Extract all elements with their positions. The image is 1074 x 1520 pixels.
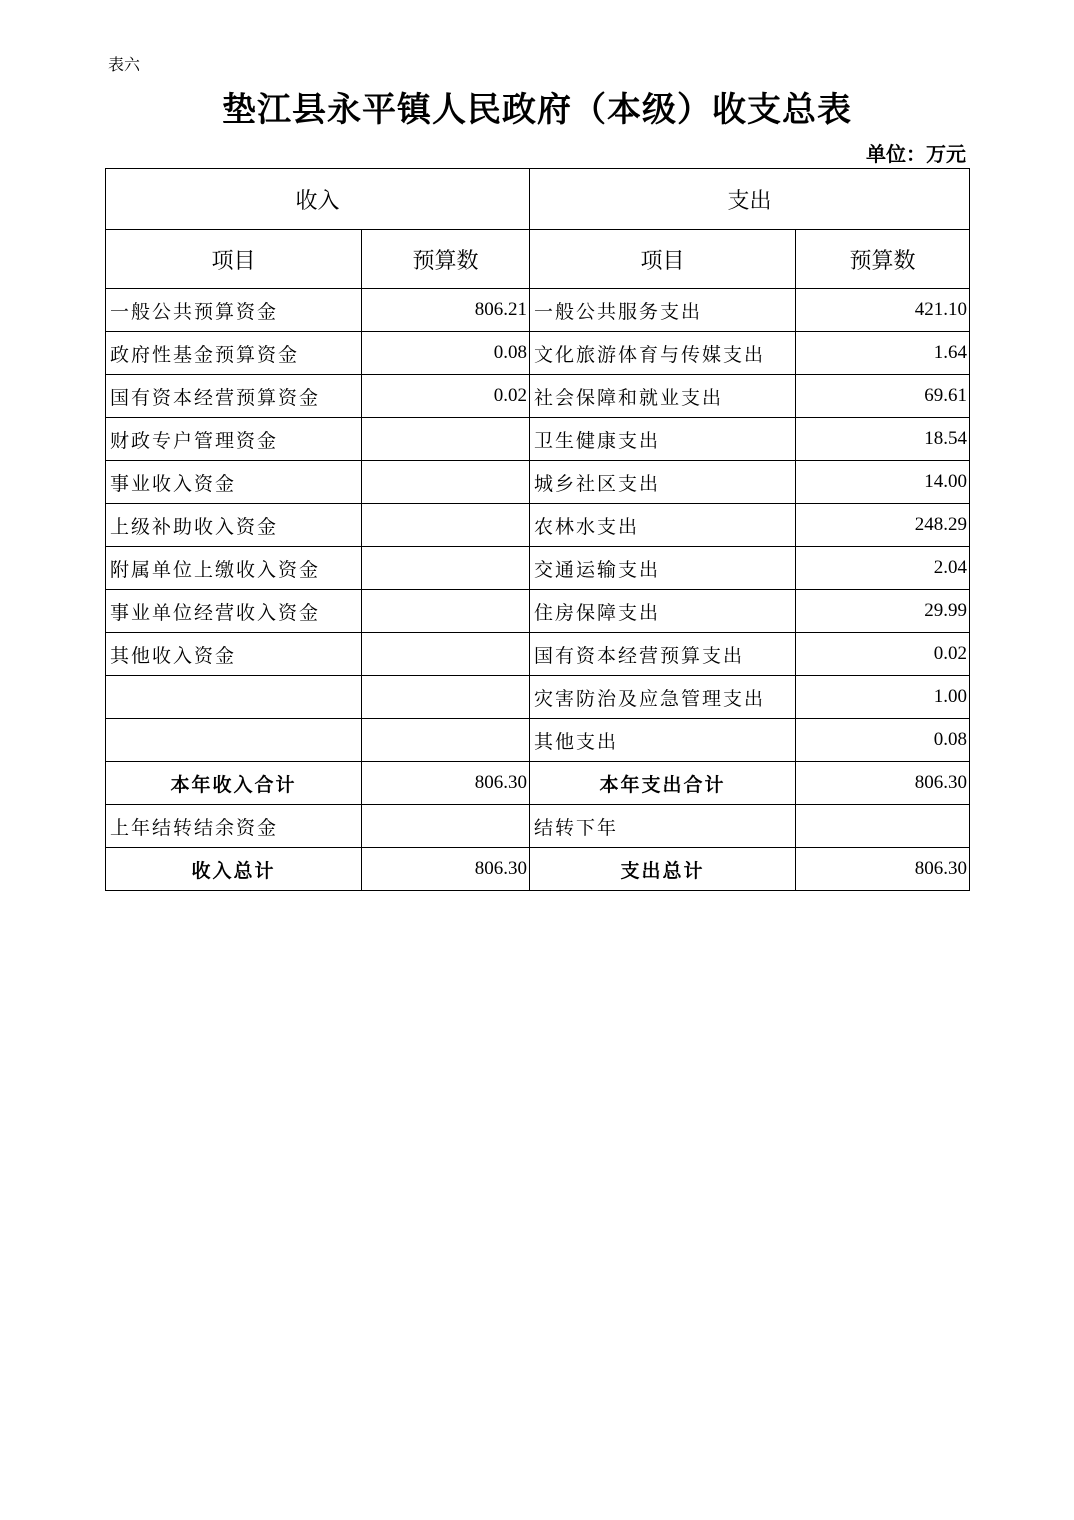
income-subtotal-label: 本年收入合计 bbox=[106, 762, 362, 805]
income-total-label: 收入总计 bbox=[106, 848, 362, 891]
income-item-cell bbox=[106, 676, 362, 719]
table-row bbox=[106, 418, 970, 461]
expense-budget-header: 预算数 bbox=[796, 230, 970, 289]
total-row bbox=[106, 848, 970, 891]
table-row bbox=[106, 633, 970, 676]
table-row bbox=[106, 289, 970, 332]
expense-value-cell: 2.04 bbox=[796, 547, 970, 590]
income-value-cell bbox=[362, 418, 530, 461]
income-subtotal-value: 806.30 bbox=[362, 762, 530, 805]
subtotal-row bbox=[106, 762, 970, 805]
income-carry-label: 上年结转结余资金 bbox=[106, 805, 362, 848]
expense-value-cell: 1.64 bbox=[796, 332, 970, 375]
budget-table bbox=[105, 168, 970, 891]
income-item-cell: 财政专户管理资金 bbox=[106, 418, 362, 461]
income-value-cell: 806.21 bbox=[362, 289, 530, 332]
income-value-cell: 0.08 bbox=[362, 332, 530, 375]
income-carry-value bbox=[362, 805, 530, 848]
income-value-cell bbox=[362, 676, 530, 719]
expense-value-cell: 421.10 bbox=[796, 289, 970, 332]
section-header-row bbox=[106, 169, 970, 230]
expense-item-cell: 城乡社区支出 bbox=[530, 461, 796, 504]
expense-value-cell: 248.29 bbox=[796, 504, 970, 547]
unit-label: 单位：万元 bbox=[866, 142, 966, 166]
income-value-cell bbox=[362, 590, 530, 633]
table-row bbox=[106, 676, 970, 719]
table-row bbox=[106, 547, 970, 590]
expense-value-cell: 0.08 bbox=[796, 719, 970, 762]
expense-value-cell: 1.00 bbox=[796, 676, 970, 719]
expense-value-cell: 29.99 bbox=[796, 590, 970, 633]
expense-item-cell: 文化旅游体育与传媒支出 bbox=[530, 332, 796, 375]
expense-subtotal-label: 本年支出合计 bbox=[530, 762, 796, 805]
column-header-row bbox=[106, 230, 970, 289]
income-section-header: 收入 bbox=[106, 169, 530, 230]
table-row bbox=[106, 461, 970, 504]
income-item-cell: 附属单位上缴收入资金 bbox=[106, 547, 362, 590]
expense-item-header: 项目 bbox=[530, 230, 796, 289]
income-item-header: 项目 bbox=[106, 230, 362, 289]
income-item-cell bbox=[106, 719, 362, 762]
expense-item-cell: 一般公共服务支出 bbox=[530, 289, 796, 332]
expense-item-cell: 其他支出 bbox=[530, 719, 796, 762]
income-item-cell: 事业收入资金 bbox=[106, 461, 362, 504]
income-value-cell bbox=[362, 547, 530, 590]
table-row bbox=[106, 504, 970, 547]
expense-item-cell: 灾害防治及应急管理支出 bbox=[530, 676, 796, 719]
table-row bbox=[106, 590, 970, 633]
table-row bbox=[106, 719, 970, 762]
expense-item-cell: 国有资本经营预算支出 bbox=[530, 633, 796, 676]
income-item-cell: 上级补助收入资金 bbox=[106, 504, 362, 547]
table-number: 表六 bbox=[108, 55, 141, 74]
expense-section-header: 支出 bbox=[530, 169, 970, 230]
expense-value-cell: 69.61 bbox=[796, 375, 970, 418]
expense-item-cell: 住房保障支出 bbox=[530, 590, 796, 633]
income-value-cell bbox=[362, 633, 530, 676]
expense-subtotal-value: 806.30 bbox=[796, 762, 970, 805]
expense-item-cell: 社会保障和就业支出 bbox=[530, 375, 796, 418]
table-row bbox=[106, 375, 970, 418]
expense-item-cell: 农林水支出 bbox=[530, 504, 796, 547]
income-total-value: 806.30 bbox=[362, 848, 530, 891]
page-title: 垫江县永平镇人民政府（本级）收支总表 bbox=[222, 90, 852, 130]
income-value-cell: 0.02 bbox=[362, 375, 530, 418]
expense-value-cell: 18.54 bbox=[796, 418, 970, 461]
income-value-cell bbox=[362, 504, 530, 547]
income-budget-header: 预算数 bbox=[362, 230, 530, 289]
income-value-cell bbox=[362, 461, 530, 504]
expense-carry-label: 结转下年 bbox=[530, 805, 796, 848]
carryover-row bbox=[106, 805, 970, 848]
expense-carry-value bbox=[796, 805, 970, 848]
income-value-cell bbox=[362, 719, 530, 762]
expense-total-label: 支出总计 bbox=[530, 848, 796, 891]
expense-total-value: 806.30 bbox=[796, 848, 970, 891]
expense-value-cell: 0.02 bbox=[796, 633, 970, 676]
expense-value-cell: 14.00 bbox=[796, 461, 970, 504]
income-item-cell: 国有资本经营预算资金 bbox=[106, 375, 362, 418]
income-item-cell: 事业单位经营收入资金 bbox=[106, 590, 362, 633]
expense-item-cell: 卫生健康支出 bbox=[530, 418, 796, 461]
income-item-cell: 其他收入资金 bbox=[106, 633, 362, 676]
income-item-cell: 政府性基金预算资金 bbox=[106, 332, 362, 375]
expense-item-cell: 交通运输支出 bbox=[530, 547, 796, 590]
income-item-cell: 一般公共预算资金 bbox=[106, 289, 362, 332]
table-row bbox=[106, 332, 970, 375]
